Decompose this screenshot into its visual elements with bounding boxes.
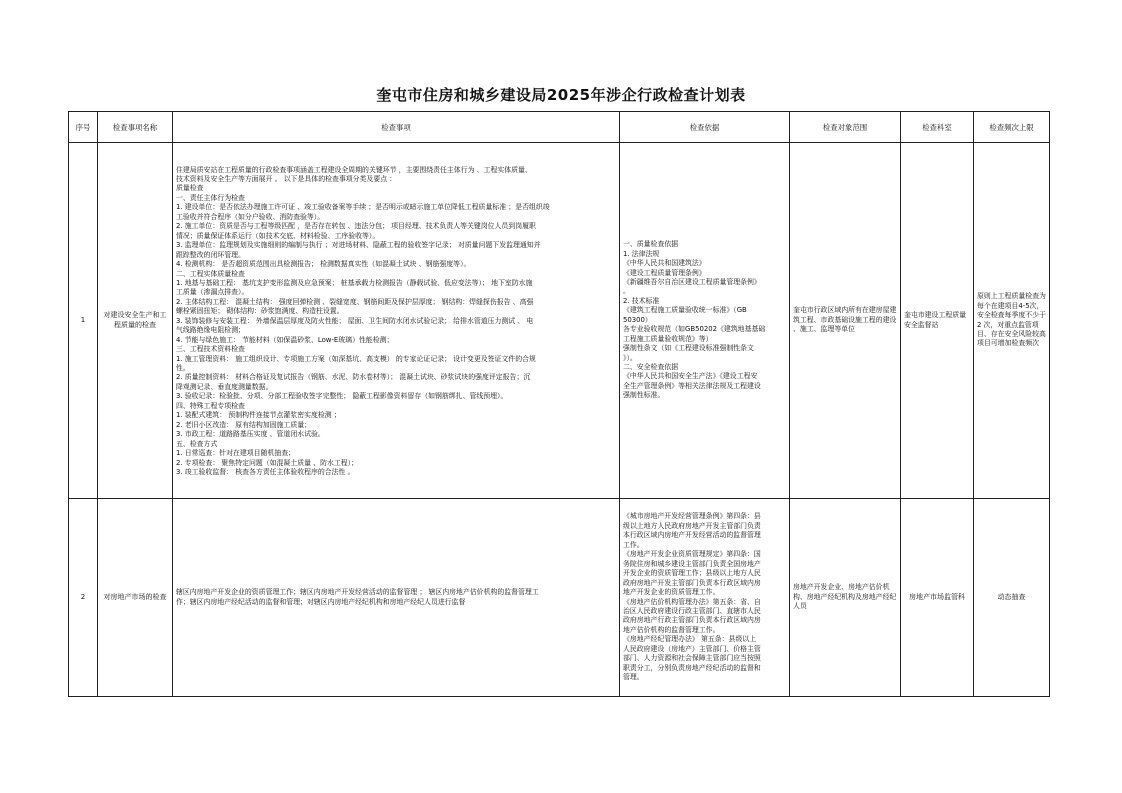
text-line: 2. 技术标准 <box>623 296 660 305</box>
header-freq: 检查频次上限 <box>974 112 1050 143</box>
text-line: 1. 装配式建筑： 预制构件连接节点灌浆密实度检测 ； <box>176 411 341 420</box>
text-line: 部门、人力资源和社会保障主管部门应当按照 <box>623 654 761 663</box>
text-line: 开发企业的资质管理工作；县级以上地方人民 <box>623 569 761 578</box>
text-line: 治区人民政府建设行政主管部门、直辖市人民 <box>623 606 761 615</box>
table-header-row <box>69 112 1050 143</box>
text-line: 辖区内房地产开发企业的资质管理工作；辖区内房地产开发经营活动的监督管理 ； 辖区内房地产估价机构的监督管理工 <box>176 588 539 597</box>
text-line: 《房地产开发企业资质管理规定》第四条：国 <box>623 550 761 559</box>
text-line: 》）。 <box>623 353 637 362</box>
text-line: 务院住房和城乡建设主管部门负责全国房地产 <box>623 559 761 568</box>
basis-lines <box>623 512 786 682</box>
text-line: 情况；质量保证体系运行（如技术交底、材料检验、工序验收等）。 <box>176 231 380 240</box>
text-line: 3. 验收记录：检验批、分项、分部工程验收签字完整性； 隐蔽工程影像资料留存（如钢筋绑扎、管线预埋）。 <box>176 392 508 401</box>
text-line: 2. 专项检查： 聚焦特定问题（如混凝土质量 、防水工程）； <box>176 458 358 467</box>
row-dept: 奎屯市建设工程质量安全监督站 <box>901 143 974 499</box>
text-line: 四、特殊工程专项检查 <box>176 401 245 410</box>
text-line: 《中华人民共和国安全生产法》《建设工程安 <box>623 372 758 381</box>
header-no: 序号 <box>69 112 98 143</box>
row-items <box>173 143 620 499</box>
text-line: 强制性条文（如《工程建设标准强制性条文 <box>623 344 754 353</box>
text-line: 级以上地方人民政府房地产开发主管部门负责 <box>623 521 761 530</box>
text-line: 2. 主体结构工程： 混凝土结构： 强度回弹检测 、裂缝宽度、钢筋间距及保护层厚度； 钢结构：焊缝探伤报告 、高强 <box>176 297 534 306</box>
row-scope: 奎屯市行政区域内所有在建房屋建筑工程、市政基础设施工程的建设 、施工、监理等单位 <box>790 143 901 499</box>
text-line: 一、责任主体行为检查 <box>176 193 245 202</box>
text-line: 《城市房地产开发经营管理条例》第四条：县 <box>623 512 761 521</box>
text-line: 人民政府建设（房地产）主管部门、价格主管 <box>623 644 761 653</box>
header-dept: 检查科室 <box>901 112 974 143</box>
text-line: 工作。 <box>623 540 644 549</box>
text-line: 气线路绝缘电阻检测； <box>176 326 245 335</box>
row-basis <box>620 499 790 697</box>
text-line: 一、质量检查依据 <box>623 240 679 249</box>
text-line: 地产开发企业的资质管理工作。 <box>623 588 720 597</box>
row-dept: 房地产市场监管科 <box>901 499 974 697</box>
text-line: 3. 竣工验收监督： 核查各方责任主体验收程序的合法性 。 <box>176 468 355 477</box>
text-line: 1. 地基与基础工程： 基坑支护变形监测及应急预案； 桩基承载力检测报告（静载试验、低应变法等）； 地下室防水施 <box>176 278 533 287</box>
row-scope: 房地产开发企业、房地产估价机构、房地产经纪机构及房地产经纪人员 <box>790 499 901 697</box>
row-name: 对房地产市场的检查 <box>98 499 173 697</box>
text-line: 1. 建设单位：是否依法办理施工许可证 、竣工验收备案等手续 ；是否明示或暗示施工单位降低工程质量标准 ；是否组织竣 <box>176 203 550 212</box>
text-line: 《建筑工程施工质量验收统一标准》（GB <box>623 306 747 315</box>
text-line: 政府房地产开发主管部门负责本行政区域内房 <box>623 578 761 587</box>
row-no: 2 <box>69 499 98 697</box>
basis-lines <box>623 240 786 401</box>
row-freq: 原则上工程质量检查为每个在建项目4-5次，安全检查每季度不少于 2 次，对重点监管项目、存在安全风险较高项目可增加检查频次 <box>974 143 1050 499</box>
text-line: 《新疆维吾尔自治区建设工程质量管理条例》 <box>623 277 761 286</box>
text-line: 2. 老旧小区改造： 原有结构加固施工质量； <box>176 420 311 429</box>
text-line: 螺栓紧固扭矩； 砌体结构：砂浆饱满度、构造柱设置。 <box>176 307 344 316</box>
text-line: 各专业验收规范（如GB50202《建筑地基基础 <box>623 325 766 334</box>
text-line: 《房地产经纪管理办法》 第五条：县级以上 <box>623 635 757 644</box>
text-line: 性。 <box>176 364 190 373</box>
text-line: 3. 监理单位：监理规划及实施细则的编制与执行 ；对进场材料、隐蔽工程的验收签字记录； 对质量问题下发监理通知并 <box>176 241 541 250</box>
text-line: 二、安全检查依据 <box>623 363 679 372</box>
text-line: 地产估价机构的监督管理工作。 <box>623 625 720 634</box>
text-line: 3. 市政工程：道路路基压实度 、管道闭水试验。 <box>176 430 325 439</box>
text-line: 《房地产估价机构管理办法》第五条：省、自 <box>623 597 761 606</box>
text-line: 1. 日常巡查：针对在建项目随机抽查； <box>176 449 296 458</box>
row-items <box>173 499 620 697</box>
text-line: 4. 节能与绿色施工： 节能材料（如保温砂浆、Low-E玻璃）性能检测； <box>176 335 394 344</box>
header-items: 检查事项 <box>173 112 620 143</box>
text-line: 降观测记录、垂直度测量数据。 <box>176 382 273 391</box>
header-scope: 检查对象范围 <box>790 112 901 143</box>
text-line: 住建局质安站在工程质量的行政检查事项涵盖工程建设全周期的关键环节 ，主要围绕责任主体行为 、工程实体质量、 <box>176 165 532 174</box>
row-no: 1 <box>69 143 98 499</box>
text-line: 管理。 <box>623 673 644 682</box>
text-line: 技术资料及安全生产等方面展开 。 以下是具体的检查事项分类及要点 ： <box>176 174 397 183</box>
row-freq: 动态抽查 <box>974 499 1050 697</box>
text-line: 50300） <box>623 315 652 324</box>
items-lines <box>176 164 616 478</box>
table-row <box>69 143 1050 499</box>
text-line: 质量检查 <box>176 184 204 193</box>
text-line: 1. 法律法规 <box>623 249 660 258</box>
text-line: 4. 检测机构： 是否超资质范围出具检测报告； 检测数据真实性（如混凝土试块 、钢筋强度等）。 <box>176 260 471 269</box>
header-name: 检查事项名称 <box>98 112 173 143</box>
text-line: 本行政区域内房地产开发经营活动的监督管理 <box>623 531 761 540</box>
text-line: 强制性标准。 <box>623 391 665 400</box>
text-line: 作；辖区内房地产经纪活动的监督和管理；对辖区内房地产经纪机构和房地产经纪人员进行监督 <box>176 597 466 606</box>
text-line: 工程施工质量验收规范》等） <box>623 334 713 343</box>
items-lines <box>176 588 616 607</box>
inspection-plan-table <box>68 111 1050 697</box>
text-line: 。 <box>623 287 630 296</box>
text-line: 全生产管理条例》等相关法律法规及工程建设 <box>623 381 761 390</box>
text-line: 政府房地产行政主管部门负责本行政区域内房 <box>623 616 761 625</box>
text-line: 2. 施工单位：资质是否与工程等级匹配 ，是否存在转包 、违法分包； 项目经理、技术负责人等关键岗位人员到岗履职 <box>176 222 536 231</box>
text-line: 跟踪整改的闭环管理。 <box>176 250 245 259</box>
text-line: 二、工程实体质量检查 <box>176 269 245 278</box>
text-line: 1. 施工管理资料： 施工组织设计、专项施工方案（如深基坑、高支模） 的专家论证记录； 设计变更及签证文件的合规 <box>176 354 536 363</box>
text-line: 职责分工，分别负责房地产经纪活动的监督和 <box>623 663 761 672</box>
text-line: 《建设工程质量管理条例》 <box>623 268 706 277</box>
text-line: 三、工程技术资料检查 <box>176 345 245 354</box>
text-line: 五、检查方式 <box>176 439 218 448</box>
text-line: 3. 装饰装修与安装工程： 外墙保温层厚度及防火性能； 屋面、卫生间防水闭水试验记录； 给排水管道压力测试 、 电 <box>176 316 534 325</box>
text-line: 2. 质量控制资料： 材料合格证及复试报告（钢筋、水泥、防水卷材等）； 混凝土试块、砂浆试块的强度评定报告；沉 <box>176 373 531 382</box>
text-line: 《中华人民共和国建筑法》 <box>623 259 706 268</box>
page-title: 奎屯市住房和城乡建设局2025年涉企行政检查计划表 <box>376 86 746 104</box>
header-basis: 检查依据 <box>620 112 790 143</box>
row-name: 对建设安全生产和工程质量的检查 <box>98 143 173 499</box>
row-basis <box>620 143 790 499</box>
table-row <box>69 499 1050 697</box>
text-line: 工质量（渗漏点排查）。 <box>176 288 249 297</box>
text-line: 工验收并符合程序（如分户验收、消防查验等）。 <box>176 212 325 221</box>
